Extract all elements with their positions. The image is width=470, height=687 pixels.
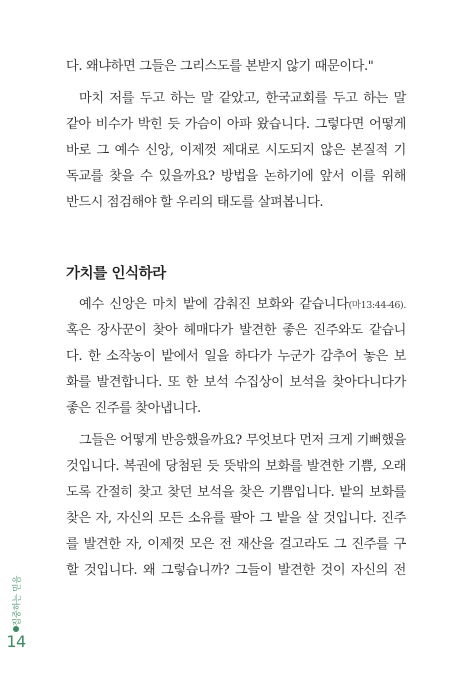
paragraph-treasure — [66, 292, 406, 422]
text-line: 좋은 진주를 찾아냅니다. — [66, 401, 201, 416]
text-line: 바로 그 예수 신앙, 이제껏 제대로 시도되지 않은 본질적 기 — [66, 143, 406, 158]
text-line: 다. 왜냐하면 그들은 그리스도를 본받지 않기 때문이다." — [66, 59, 374, 74]
paragraph-reflection — [66, 86, 406, 216]
text-line: 반드시 점검해야 할 우리의 태도를 살펴봅니다. — [66, 195, 324, 210]
text-line: 같아 비수가 박힌 듯 가슴이 아파 왔습니다. 그렇다면 어떻게 — [66, 117, 406, 132]
text-line: 도록 간절히 찾고 찾던 보석을 찾은 기쁨입니다. 밭의 보화를 — [66, 485, 406, 500]
text-line: 찾은 자, 자신의 모든 소유를 팔아 그 밭을 살 것입니다. 진주 — [66, 511, 406, 526]
text-line: 마치 저를 두고 하는 말 같았고, 한국교회를 두고 하는 말 — [79, 91, 406, 106]
text-line: 다. 한 소작농이 밭에서 일을 하다가 누군가 감추어 놓은 보 — [66, 349, 406, 364]
text-line: 것입니다. 복권에 당첨된 듯 뜻밖의 보화를 발견한 기쁨, 오래 — [66, 459, 406, 474]
text-line: 혹은 장사꾼이 찾아 헤매다가 발견한 좋은 진주와도 같습니 — [66, 323, 406, 338]
scripture-reference: (마13:44-46). — [348, 300, 406, 311]
text-line — [66, 292, 406, 318]
text-line: 독교를 찾을 수 있을까요? 방법을 논하기에 앞서 이를 위해 — [66, 169, 406, 184]
text-line: 를 발견한 자, 이제껏 모은 전 재산을 걸고라도 그 진주를 구 — [66, 537, 406, 552]
running-title-text: 집중하는 믿음 — [12, 575, 23, 627]
page-number: 14 — [6, 632, 26, 651]
section-heading: 가치를 인식하라 — [66, 266, 166, 282]
paragraph-continuation — [66, 54, 406, 80]
text-line-main: 예수 신앙은 마치 밭에 감춰진 보화와 같습니다 — [79, 297, 349, 312]
text-line: 그들은 어떻게 반응했을까요? 무엇보다 먼저 크게 기뻐했을 — [79, 433, 406, 448]
text-line: 화를 발견합니다. 또 한 보석 수집상이 보석을 찾아다니다가 — [66, 375, 406, 390]
paragraph-reaction — [66, 428, 406, 584]
text-line: 할 것입니다. 왜 그렇습니까? 그들이 발견한 것이 자신의 전 — [66, 563, 406, 578]
running-title — [3, 576, 29, 626]
